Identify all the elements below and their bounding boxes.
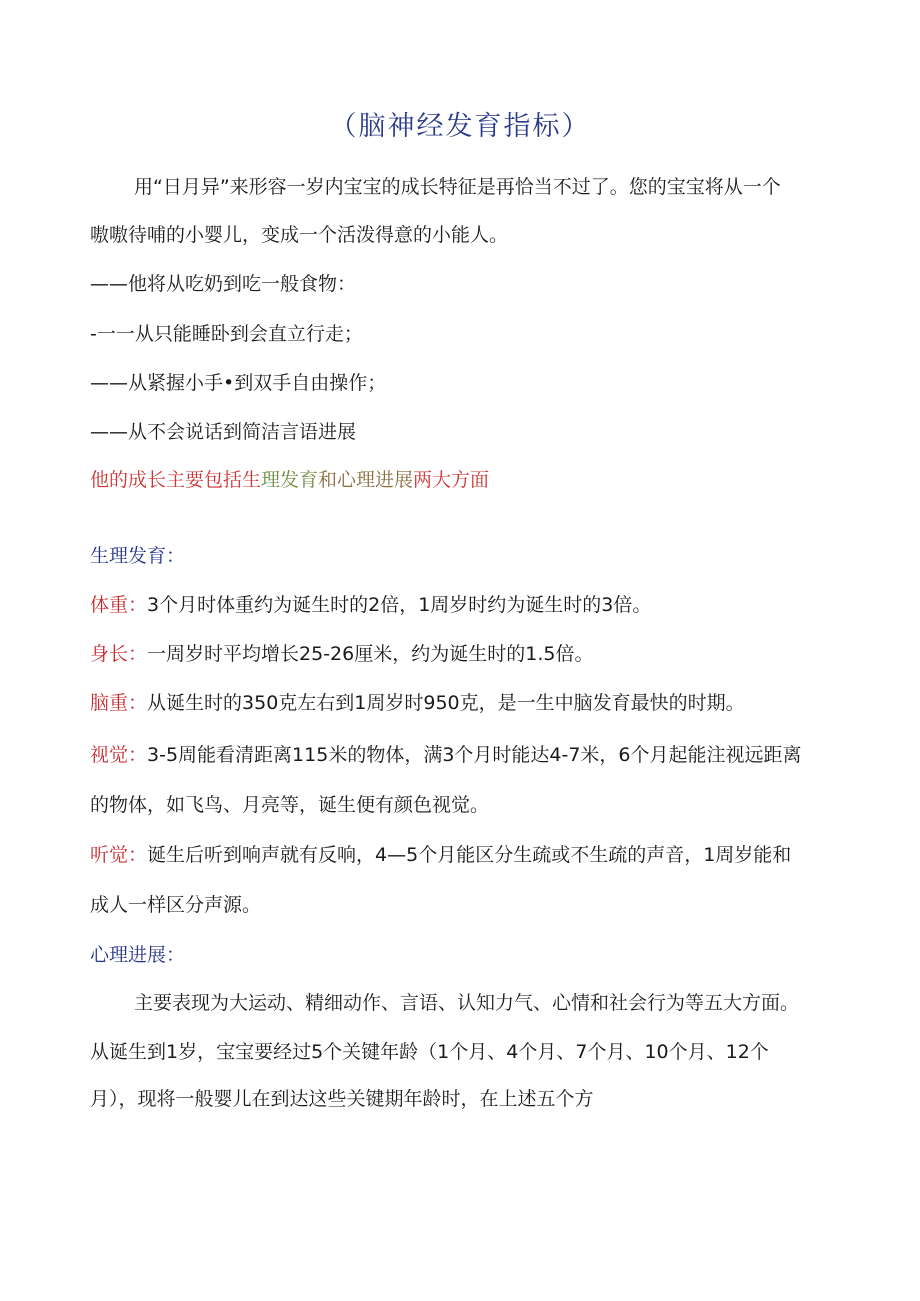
weight-line xyxy=(90,592,651,618)
psych-line-3: 月），现将一般婴儿在到达这些关键期年龄时，在上述五个方 xyxy=(90,1088,594,1110)
height-label: 身长： xyxy=(90,643,148,665)
summary-line xyxy=(90,467,489,493)
intro-line-2: 嗷嗷待哺的小婴儿，变成一个活泼得意的小能人。 xyxy=(90,224,509,246)
height-text: 一周岁时平均增长25-26厘米，约为诞生时的1.5倍。 xyxy=(147,643,594,665)
dash-item-2: -一一从只能睡卧到会直立行走； xyxy=(90,323,363,345)
summary-part-4: 两大方面 xyxy=(413,469,490,491)
hearing-label: 听觉： xyxy=(90,844,148,866)
hearing-line-2: 成人一样区分声源。 xyxy=(90,894,262,916)
brain-text: 从诞生时的350克左右到1周岁时950克，是一生中脑发育最快的时期。 xyxy=(147,692,745,714)
brain-label: 脑重： xyxy=(90,692,148,714)
psych-line-2: 从诞生到1岁，宝宝要经过5个关键年龄（1个月、4个月、7个月、10个月、12个 xyxy=(90,1041,769,1063)
physical-heading: 生理发育： xyxy=(90,545,186,567)
summary-part-3: 和心理进展 xyxy=(318,469,414,491)
hearing-text-1: 诞生后听到响声就有反响，4—5个月能区分生疏或不生疏的声音，1周岁能和 xyxy=(147,844,792,866)
brain-line xyxy=(90,690,745,716)
vision-line-2: 的物体，如飞鸟、月亮等，诞生便有颜色视觉。 xyxy=(90,794,490,816)
dash-item-3: ——从紧握小手•到双手自由操作； xyxy=(90,372,387,394)
dash-item-1: ——他将从吃奶到吃一般食物： xyxy=(90,273,357,295)
dash-item-4: ——从不会说话到简洁言语进展 xyxy=(90,421,357,443)
height-line xyxy=(90,641,593,667)
summary-part-2: 理发育 xyxy=(261,469,319,491)
intro-line-1: 用“日月异”来形容一岁内宝宝的成长特征是再恰当不过了。您的宝宝将从一个 xyxy=(134,176,781,198)
weight-label: 体重： xyxy=(90,594,148,616)
summary-part-1: 他的成长主要包括生 xyxy=(90,469,262,491)
hearing-line-1 xyxy=(90,842,791,868)
page-title: （脑神经发育指标） xyxy=(329,111,591,142)
vision-line-1 xyxy=(90,742,802,768)
vision-label: 视觉： xyxy=(90,744,148,766)
psych-heading: 心理进展： xyxy=(90,944,186,966)
vision-text-1: 3-5周能看清距离115米的物体，满3个月时能达4-7米，6个月起能注视远距离 xyxy=(147,744,802,766)
psych-line-1: 主要表现为大运动、精细动作、言语、认知力气、心情和社会行为等五大方面。 xyxy=(134,992,800,1014)
weight-text: 3个月时体重约为诞生时的2倍，1周岁时约为诞生时的3倍。 xyxy=(147,594,652,616)
